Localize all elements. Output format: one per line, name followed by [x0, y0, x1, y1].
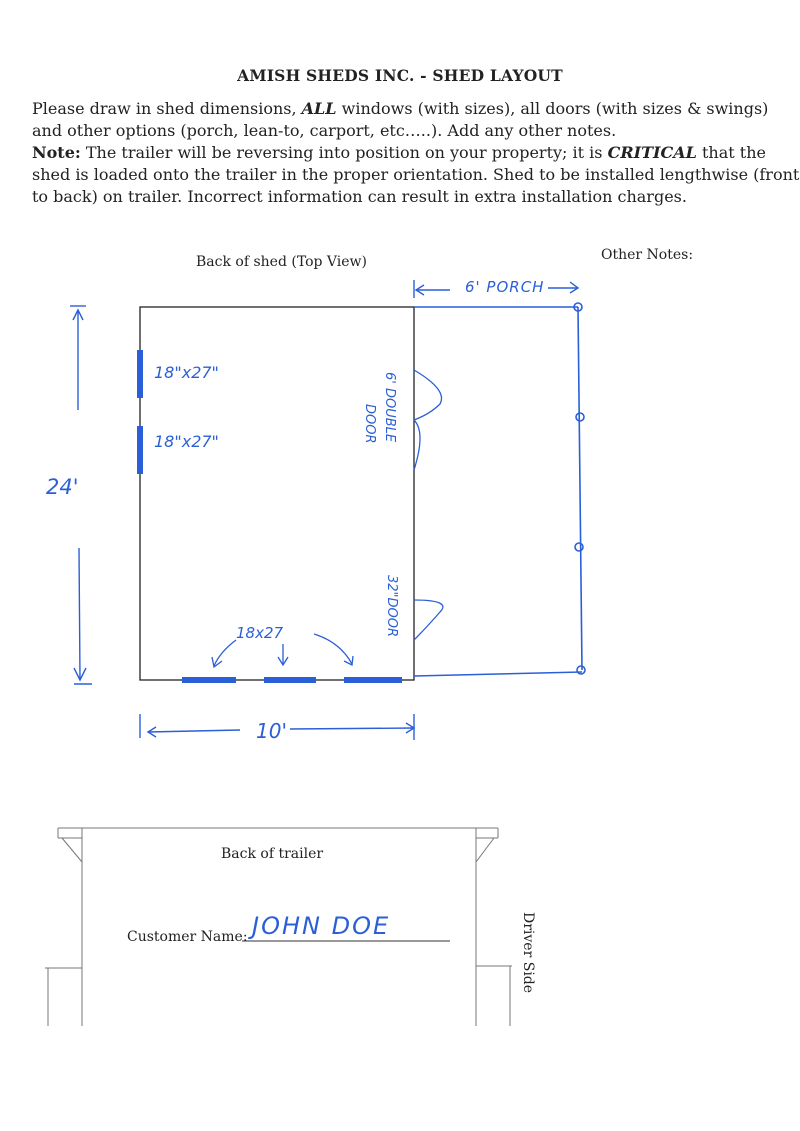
page-title: AMISH SHEDS INC. - SHED LAYOUT — [237, 66, 563, 85]
width-label: 10' — [256, 719, 287, 743]
single-door-label: 32"DOOR — [384, 575, 399, 638]
back-of-shed-label: Back of shed (Top View) — [196, 254, 367, 270]
instructions-text-1: Please draw in shed dimensions, — [32, 99, 302, 118]
double-door-swing — [414, 370, 442, 470]
instructions-text-2: windows (with sizes), all doors (with sizes & swings) and other options (porch, lean-to, carport, etc…..). Add any other notes. — [32, 99, 769, 140]
porch-outline — [414, 307, 582, 676]
customer-name-value: JOHN DOE — [252, 912, 391, 940]
single-door-swing — [414, 600, 443, 640]
window-left-2-label: 18"x27" — [154, 432, 219, 451]
note-text-2: that the shed is loaded onto the trailer in the proper orientation. Shed to be installed lengthwise (front to back) on trailer. Incorrect information can result in extra installation charges. — [32, 143, 800, 206]
double-door-label-2: DOOR — [362, 404, 377, 444]
driver-side-label: Driver Side — [520, 912, 536, 994]
note-critical-emphasis: CRITICAL — [607, 143, 697, 162]
window-left-1-label: 18"x27" — [154, 363, 219, 382]
note-label: Note: — [32, 143, 81, 162]
porch-label: 6' PORCH — [465, 278, 545, 296]
depth-label: 24' — [46, 475, 79, 499]
note-text-1: The trailer will be reversing into position on your property; it is — [80, 143, 608, 162]
customer-name-label: Customer Name: — [127, 929, 248, 945]
other-notes-label: Other Notes: — [601, 247, 694, 263]
instructions-all-emphasis: ALL — [301, 99, 337, 118]
window-bottom-label: 18x27 — [236, 624, 284, 642]
double-door-label-1: 6' DOUBLE — [382, 372, 397, 443]
back-of-trailer-label: Back of trailer — [221, 846, 324, 862]
